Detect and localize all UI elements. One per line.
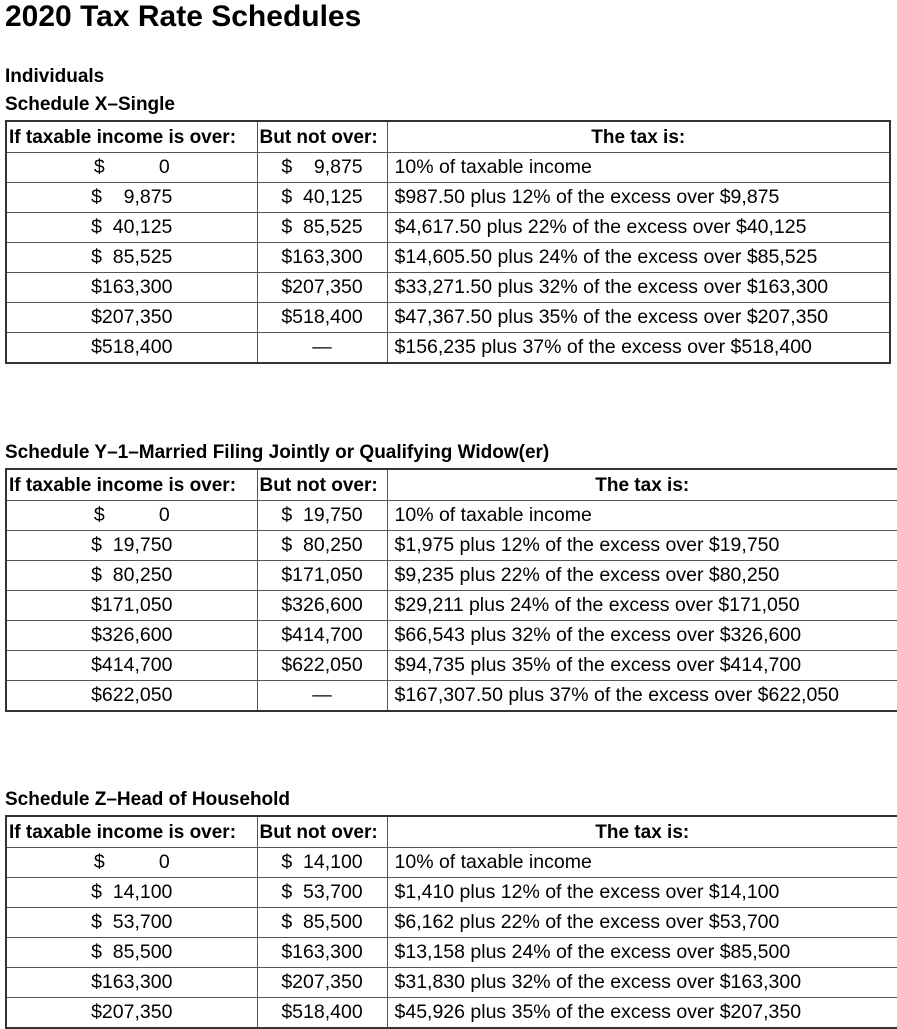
table-row [6, 153, 890, 183]
cell-tax: $66,543 plus 32% of the excess over $326,600 [387, 621, 897, 651]
header-tax: The tax is: [387, 469, 897, 501]
cell-not-over: $ 80,250 [257, 531, 387, 561]
table-row [6, 681, 897, 712]
cell-tax: $1,410 plus 12% of the excess over $14,100 [387, 878, 897, 908]
cell-not-over: $326,600 [257, 591, 387, 621]
table-row [6, 998, 897, 1029]
cell-over: $622,050 [6, 681, 257, 712]
cell-tax: 10% of taxable income [387, 153, 890, 183]
cell-not-over: $ 85,525 [257, 213, 387, 243]
cell-tax: $29,211 plus 24% of the excess over $171,050 [387, 591, 897, 621]
cell-not-over: $622,050 [257, 651, 387, 681]
cell-over: $171,050 [6, 591, 257, 621]
cell-over: $ 85,500 [6, 938, 257, 968]
header-tax: The tax is: [387, 816, 897, 848]
cell-tax: $156,235 plus 37% of the excess over $518,400 [387, 333, 890, 364]
cell-not-over: $ 19,750 [257, 501, 387, 531]
cell-over: $ 80,250 [6, 561, 257, 591]
cell-tax: 10% of taxable income [387, 848, 897, 878]
header-over: If taxable income is over: [6, 121, 257, 153]
table-header-row [6, 469, 897, 501]
cell-over: $ 0 [6, 501, 257, 531]
schedule-y1-title: Schedule Y–1–Married Filing Jointly or Qualifying Widow(er) [5, 442, 550, 463]
table-row [6, 273, 890, 303]
cell-over: $ 14,100 [6, 878, 257, 908]
cell-over: $ 40,125 [6, 213, 257, 243]
cell-not-over: — [257, 333, 387, 364]
cell-not-over: $207,350 [257, 968, 387, 998]
table-row [6, 183, 890, 213]
cell-over: $326,600 [6, 621, 257, 651]
cell-over: $ 19,750 [6, 531, 257, 561]
table-header-row [6, 121, 890, 153]
cell-not-over: $207,350 [257, 273, 387, 303]
schedule-x-title: Schedule X–Single [5, 94, 175, 115]
cell-not-over: $ 53,700 [257, 878, 387, 908]
cell-tax: $31,830 plus 32% of the excess over $163,300 [387, 968, 897, 998]
table-row [6, 878, 897, 908]
header-over: If taxable income is over: [6, 469, 257, 501]
header-tax: The tax is: [387, 121, 890, 153]
table-row [6, 501, 897, 531]
cell-not-over: $171,050 [257, 561, 387, 591]
cell-tax: $94,735 plus 35% of the excess over $414,700 [387, 651, 897, 681]
cell-tax: $14,605.50 plus 24% of the excess over $85,525 [387, 243, 890, 273]
cell-over: $163,300 [6, 273, 257, 303]
category-label: Individuals [5, 66, 105, 87]
header-over: If taxable income is over: [6, 816, 257, 848]
cell-tax: $13,158 plus 24% of the excess over $85,500 [387, 938, 897, 968]
schedule-z-title: Schedule Z–Head of Household [5, 789, 291, 810]
cell-tax: $47,367.50 plus 35% of the excess over $207,350 [387, 303, 890, 333]
cell-not-over: $414,700 [257, 621, 387, 651]
header-not-over: But not over: [257, 469, 387, 501]
cell-over: $ 0 [6, 848, 257, 878]
cell-over: $ 53,700 [6, 908, 257, 938]
cell-not-over: $518,400 [257, 998, 387, 1029]
cell-not-over: $ 85,500 [257, 908, 387, 938]
cell-tax: $6,162 plus 22% of the excess over $53,700 [387, 908, 897, 938]
table-row [6, 908, 897, 938]
table-row [6, 561, 897, 591]
header-not-over: But not over: [257, 121, 387, 153]
cell-over: $163,300 [6, 968, 257, 998]
table-row [6, 651, 897, 681]
header-not-over: But not over: [257, 816, 387, 848]
cell-over: $ 9,875 [6, 183, 257, 213]
cell-tax: $987.50 plus 12% of the excess over $9,875 [387, 183, 890, 213]
table-row [6, 848, 897, 878]
cell-not-over: $163,300 [257, 938, 387, 968]
cell-tax: $4,617.50 plus 22% of the excess over $40,125 [387, 213, 890, 243]
cell-over: $ 0 [6, 153, 257, 183]
cell-not-over: — [257, 681, 387, 712]
cell-not-over: $ 9,875 [257, 153, 387, 183]
table-row [6, 243, 890, 273]
cell-tax: $9,235 plus 22% of the excess over $80,250 [387, 561, 897, 591]
page-title: 2020 Tax Rate Schedules [5, 0, 362, 33]
schedule-z-table [5, 815, 897, 1029]
table-row [6, 968, 897, 998]
table-row [6, 213, 890, 243]
cell-not-over: $518,400 [257, 303, 387, 333]
cell-tax: $1,975 plus 12% of the excess over $19,750 [387, 531, 897, 561]
cell-over: $518,400 [6, 333, 257, 364]
cell-over: $207,350 [6, 998, 257, 1029]
cell-tax: 10% of taxable income [387, 501, 897, 531]
cell-tax: $33,271.50 plus 32% of the excess over $163,300 [387, 273, 890, 303]
cell-not-over: $163,300 [257, 243, 387, 273]
table-row [6, 591, 897, 621]
cell-over: $414,700 [6, 651, 257, 681]
cell-over: $207,350 [6, 303, 257, 333]
cell-tax: $167,307.50 plus 37% of the excess over $622,050 [387, 681, 897, 712]
cell-over: $ 85,525 [6, 243, 257, 273]
table-row [6, 333, 890, 364]
table-row [6, 531, 897, 561]
table-row [6, 303, 890, 333]
cell-not-over: $ 14,100 [257, 848, 387, 878]
cell-tax: $45,926 plus 35% of the excess over $207,350 [387, 998, 897, 1029]
table-header-row [6, 816, 897, 848]
table-row [6, 621, 897, 651]
schedule-y1-table [5, 468, 897, 712]
schedule-x-table [5, 120, 891, 364]
table-row [6, 938, 897, 968]
cell-not-over: $ 40,125 [257, 183, 387, 213]
